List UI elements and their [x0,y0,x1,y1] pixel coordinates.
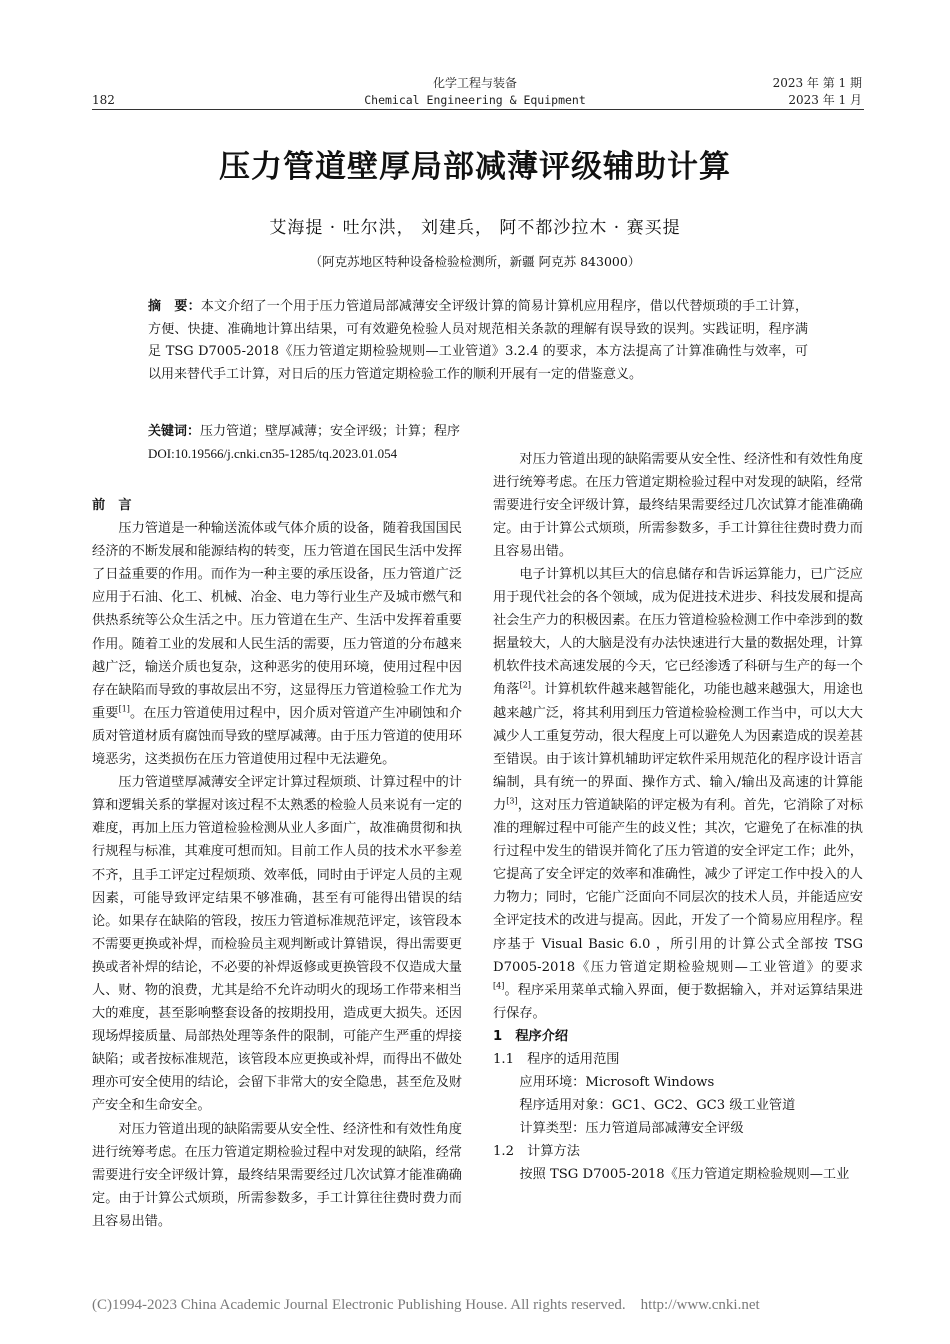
article-affiliation: （阿克苏地区特种设备检验检测所，新疆 阿克苏 843000） [309,254,641,269]
abstract-label: 摘 要： [148,299,201,314]
subsection-heading-1-1: 1.1 程序的适用范围 [493,1051,620,1067]
paragraph-text: 电子计算机以其巨大的信息储存和告诉运算能力，已广泛应用于现代社会的各个领域，成为促进技术进步、科技发展和提高社会生产力的积极因素。在压力管道检验检测工作中牵涉到的数据量较大，人的大脑是没有办法快速进行大量的数据处理，计算机软件技术高速发展的今天，它已经渗透了科研与生产的每一个角落 [493,567,863,698]
paragraph-text: ，这对压力管道缺陷的评定极为有利。首先，它消除了对标准的理解过程中可能产生的歧义性；其次，它避免了在标准的执行过程中发生的错误并简化了压力管道的安全评定工作；此外，它提高了安全评定的效率和准确性，减少了评定工作中投入的人力物力；同时，它能广泛面向不同层次的技术人员，并能适应安全评定技术的改进与提高。因此，开发了一个简易应用程序。程序基于 Visual Basic 6.0 ，所引用的计算公式全部按 TSG D7005-2018《压力管道定期检验规则—工业管道》的要求 [493,797,864,975]
list-item: 计算类型：压力管道局部减薄安全评级 [519,1121,744,1137]
header-divider [92,109,864,110]
list-item: 应用环境：Microsoft Windows [519,1075,715,1091]
paragraph: 按照 TSG D7005-2018《压力管道定期检验规则—工业 [519,1167,850,1183]
issue-date: 2023 年 1 月 [788,93,862,107]
paragraph-text: 压力管道是一种输送流体或气体介质的设备，随着我国国民经济的不断发展和能源结构的转变，压力管道在国民生活中发挥了日益重要的作用。而作为一种主要的承压设备，压力管道广泛应用于石油、化工、机械、冶金、电力等行业生产及城市燃气和供热系统等公众生活之中。压力管道在生产、生活中发挥着重要作用。随着工业的发展和人民生活的需要，压力管道的分布越来越广泛，输送介质也复杂，这种恶劣的使用环境，使用过程中因存在缺陷而导致的事故层出不穷，这显得压力管道检验工作尤为重要 [92,521,462,721]
paragraph-text: 。计算机软件越来越智能化，功能也越来越强大，用途也越来越广泛，将其利用到压力管道检验检测工作当中，可以大大减少人工重复劳动，很大程度上可以避免人为因素造成的误差甚至错误。由于该计算机辅助评定软件采用规范化的程序设计语言编制，具有统一的界面、操作方式、输入/输出及高速的计算能力 [493,682,864,813]
paragraph: 压力管道壁厚减薄安全评定计算过程烦琐、计算过程中的计算和逻辑关系的掌握对该过程不太熟悉的检验人员来说有一定的难度，再加上压力管道检验检测从业人多面广，故准确贯彻和执行规程与标准，其难度可想而知。目前工作人员的技术水平参差不齐，且手工评定过程烦琐、效率低，同时由于评定人员的主观因素，可能导致评定结果不够准确，甚至有可能得出错误的结论。如果存在缺陷的管段，按压力管道标准规范评定，该管段本不需要更换或补焊，而检验员主观判断或计算错误，得出需要更换或者补焊的结论，不必要的补焊返修或更换管段不仅造成大量人、财、物的浪费，尤其是给不允许动明火的现场工作带来相当大的难度，甚至影响整套设备的按期投用，造成更大损失。还因现场焊接质量、局部热处理等条件的限制，可能产生严重的焊接缺陷；或者按标准规范，该管段本应更换或补焊，而得出不做处理亦可安全使用的结论，会留下非常大的安全隐患，甚至危及财产安全和生命安全。 [92,775,462,1114]
paragraph [493,563,863,1025]
copyright-footer: (C)1994-2023 China Academic Journal Electronic Publishing House. All rights reserved. http://www.cnki.net [92,1297,760,1313]
abstract [148,296,808,386]
subsection-heading-1-2: 1.2 计算方法 [493,1144,580,1160]
page-number: 182 [92,93,115,107]
paragraph-continuation [493,451,863,563]
journal-name-en: Chemical Engineering & Equipment [364,93,586,107]
keywords-text: 压力管道；壁厚减薄；安全评级；计算；程序 [200,424,461,439]
body-column-left [92,494,463,1229]
paragraph-text: 对压力管道出现的缺陷需要从安全性、经济性和有效性角度进行统筹考虑。在压力管道定期检验过程中对发现的缺陷，经常需要进行安全评级计算，最终结果需要经过几次试算才能准确确定。由于计算公式烦琐，所需参数多，手工计算往往费时费力而且容易出错。 [493,451,863,560]
section-heading-intro: 前 言 [92,498,132,513]
doi: DOI:10.19566/j.cnki.cn35-1285/tq.2023.01.054 [148,446,398,461]
keywords-label: 关键词： [148,424,201,439]
citation-1[interactable]: [1] [118,704,130,714]
paragraph [92,517,462,771]
citation-2[interactable]: [2] [519,681,531,691]
keywords [148,421,808,443]
article-authors: 艾海提 · 吐尔洪， 刘建兵， 阿不都沙拉木 · 赛买提 [269,218,681,238]
paragraph-text: 。程序采用菜单式输入界面，便于数据输入，并对运算结果进行保存。 [493,982,863,1021]
list-item: 程序适用对象：GC1、GC2、GC3 级工业管道 [519,1098,796,1114]
paragraph-text: 。在压力管道使用过程中，因介质对管道产生冲刷蚀和介质对管道材质有腐蚀而导致的壁厚减薄。由于压力管道的使用环境恶劣，这类损伤在压力管道使用过程中无法避免。 [92,705,463,768]
article-title: 压力管道壁厚局部减薄评级辅助计算 [219,149,731,185]
section-heading-1: 1 程序介绍 [493,1028,569,1044]
journal-name-cn: 化学工程与装备 [432,76,517,90]
abstract-text: 本文介绍了一个用于压力管道局部减薄安全评级计算的简易计算机应用程序，借以代替烦琐的手工计算，方便、快捷、准确地计算出结果，可有效避免检验人员对规范相关条款的理解有误导致的误判。实践证明，程序满足 TSG D7005-2018《压力管道定期检验规则—工业管道》3.2.4 的要求，本方法提高了计算准确性与效率，可以用来替代手工计算，对日后的压力管道定期检验工作的顺利开展有一定的借鉴意义。 [148,299,808,382]
paragraph: 对压力管道出现的缺陷需要从安全性、经济性和有效性角度进行统筹考虑。在压力管道定期检验过程中对发现的缺陷，经常需要进行安全评级计算，最终结果需要经过几次试算才能准确确定。由于计算公式烦琐，所需参数多，手工计算往往费时费力而且容易出错。 [92,1121,462,1229]
issue-info: 2023 年 第 1 期 [772,76,862,90]
citation-3[interactable]: [3] [506,796,518,806]
citation-4[interactable]: [4] [493,981,505,991]
body-column-right [493,451,864,1187]
